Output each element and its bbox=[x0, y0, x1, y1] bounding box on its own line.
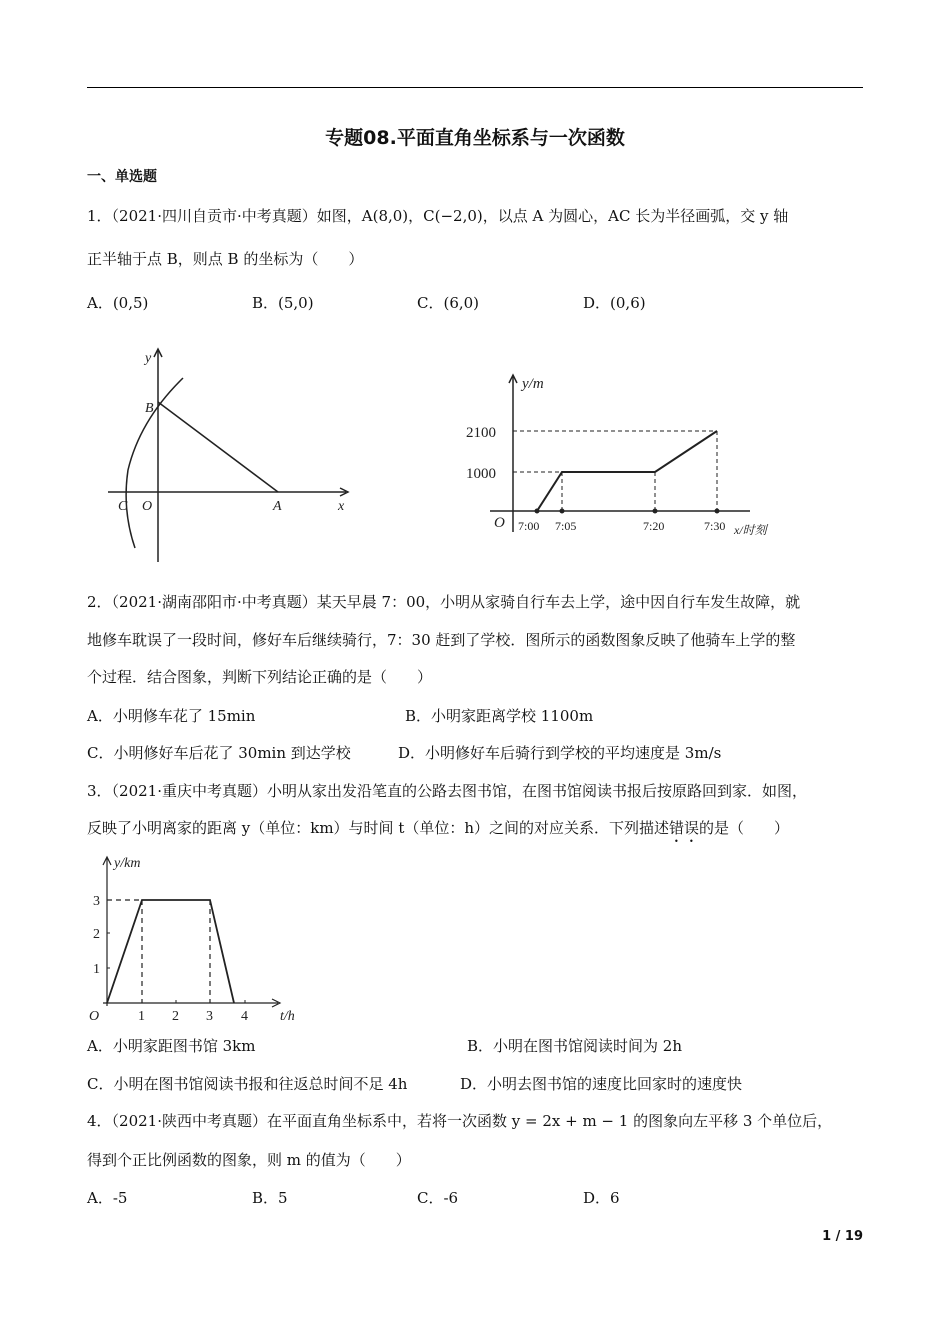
q2-option-c: C．小明修好车后花了 30min 到达学校 bbox=[87, 744, 351, 762]
q2-option-b: B．小明家距离学校 1100m bbox=[405, 707, 594, 725]
fig2-ytick: 2100 bbox=[466, 425, 496, 441]
fig2-xtick: 7:30 bbox=[704, 519, 726, 533]
q2-text: 地修车耽误了一段时间，修好车后继续骑行，7：30 赶到了学校．图所示的函数图象反映了他骑车上学的整 bbox=[87, 631, 796, 649]
q2-option-a: A．小明修车花了 15min bbox=[87, 707, 256, 725]
fig3-xtick: 3 bbox=[206, 1009, 213, 1024]
fig2-ytick: 1000 bbox=[466, 466, 496, 482]
q3-option-c: C．小明在图书馆阅读书报和往返总时间不足 4h bbox=[87, 1075, 408, 1093]
q2-option-d: D．小明修好车后骑行到学校的平均速度是 3m/s bbox=[398, 744, 722, 762]
fig1-c-label: C bbox=[118, 499, 128, 514]
fig3-xtick: 1 bbox=[138, 1009, 145, 1024]
q3-text bbox=[87, 818, 789, 846]
fig3-xtick: 4 bbox=[241, 1009, 248, 1024]
fig1-b-label: B bbox=[145, 401, 154, 416]
fig3-y-label: y/km bbox=[114, 856, 141, 871]
fig2-xtick: 7:20 bbox=[643, 519, 665, 533]
q3-option-b: B．小明在图书馆阅读时间为 2h bbox=[467, 1037, 682, 1055]
page-number: 1 / 19 bbox=[822, 1229, 863, 1244]
q2-text: 个过程．结合图象，判断下列结论正确的是（ ） bbox=[87, 668, 433, 686]
fig3-ytick: 3 bbox=[93, 894, 100, 909]
fig2-xtick: 7:00 bbox=[518, 519, 540, 533]
figure-1 bbox=[108, 349, 348, 562]
fig3-xtick: 2 bbox=[172, 1009, 179, 1024]
q1-text: 1．（2021·四川自贡市·中考真题）如图，A(8,0)，C(−2,0)，以点 A 为圆心，AC 长为半径画弧，交 y 轴 bbox=[87, 207, 789, 225]
q3-option-a: A．小明家距图书馆 3km bbox=[87, 1037, 256, 1055]
fig3-origin: O bbox=[89, 1009, 100, 1024]
fig1-o-label: O bbox=[142, 499, 153, 514]
q4-text: 得到个正比例函数的图象，则 m 的值为（ ） bbox=[87, 1151, 411, 1169]
figure-2 bbox=[490, 375, 750, 532]
q4-option-d: D．6 bbox=[583, 1189, 620, 1207]
fig3-ytick: 1 bbox=[93, 962, 100, 977]
q4-option-c: C．-6 bbox=[417, 1189, 459, 1207]
fig2-origin: O bbox=[494, 515, 505, 531]
q3-text-a: 反映了小明离家的距离 y（单位：km）与时间 t（单位：h）之间的对应关系．下列描述 bbox=[87, 819, 670, 837]
q3-option-d: D．小明去图书馆的速度比回家时的速度快 bbox=[460, 1075, 743, 1093]
fig2-y-label: y/m bbox=[522, 376, 544, 392]
q4-option-a: A．-5 bbox=[87, 1189, 128, 1207]
q3-text: 3．（2021·重庆中考真题）小明从家出发沿笔直的公路去图书馆，在图书馆阅读书报后按原路回到家．如图， bbox=[87, 782, 807, 800]
fig1-y-label: y bbox=[145, 351, 152, 366]
page-title: 专题08.平面直角坐标系与一次函数 bbox=[325, 127, 625, 149]
segment-ba bbox=[158, 402, 278, 492]
fig1-x-label: x bbox=[338, 499, 345, 514]
fig2-x-label: x/时刻 bbox=[734, 523, 767, 537]
q3-emphasis: 错误 bbox=[669, 819, 700, 837]
fig1-a-label: A bbox=[273, 499, 282, 514]
q1-option-c: C．(6,0) bbox=[417, 294, 480, 312]
section-heading: 一、单选题 bbox=[87, 169, 157, 185]
arc bbox=[126, 378, 183, 548]
q2-text: 2．（2021·湖南邵阳市·中考真题）某天早晨 7：00，小明从家骑自行车去上学，途中因自行车发生故障，就 bbox=[87, 593, 801, 611]
fig2-xtick: 7:05 bbox=[555, 519, 577, 533]
fig3-x-label: t/h bbox=[280, 1009, 295, 1024]
q4-text: 4．（2021·陕西中考真题）在平面直角坐标系中，若将一次函数 y = 2x + m − 1 的图象向左平移 3 个单位后， bbox=[87, 1112, 833, 1130]
fig3-ytick: 2 bbox=[93, 927, 100, 942]
figure-3 bbox=[103, 857, 280, 1007]
q1-option-a: A．(0,5) bbox=[87, 294, 149, 312]
q4-option-b: B．5 bbox=[252, 1189, 288, 1207]
q1-text: 正半轴于点 B，则点 B 的坐标为（ ） bbox=[87, 250, 364, 268]
q1-option-b: B．(5,0) bbox=[252, 294, 314, 312]
q1-option-d: D．(0,6) bbox=[583, 294, 646, 312]
q3-text-c: 的是（ ） bbox=[699, 819, 790, 837]
